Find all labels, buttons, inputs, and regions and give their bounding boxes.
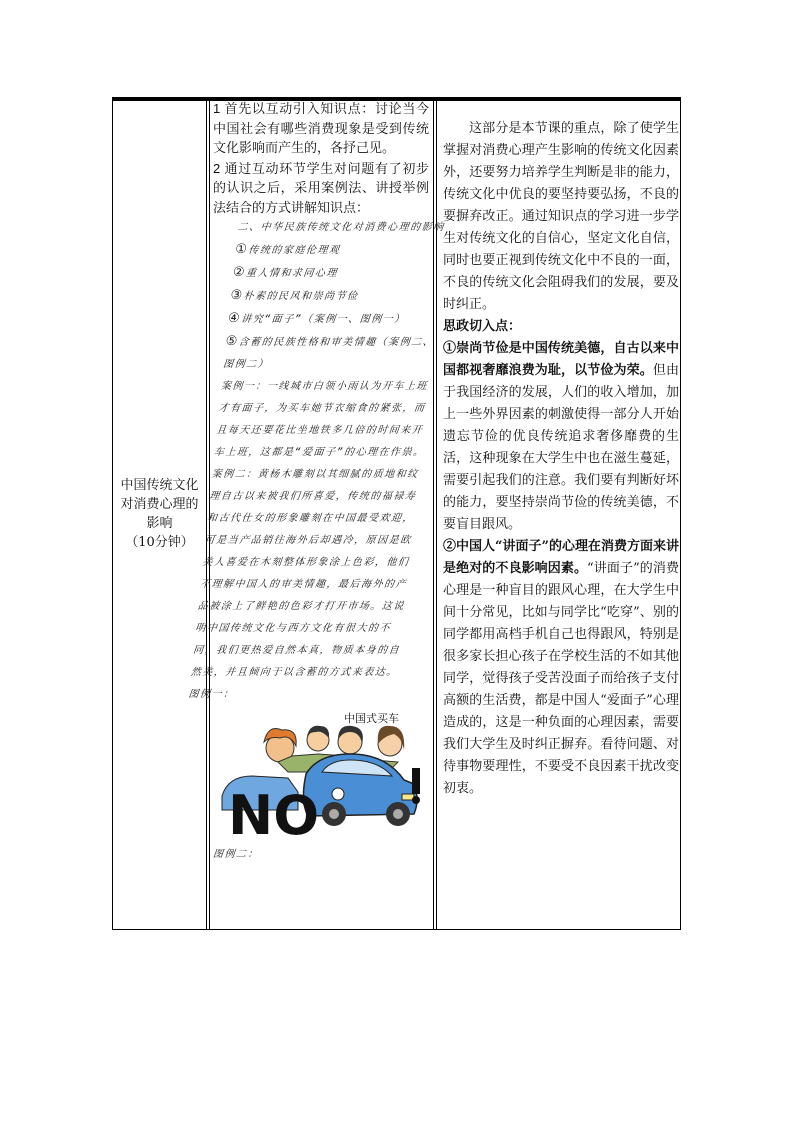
point-2-text: “讲面子”的消费心理是一种盲目的跟风心理，在大学生中间十分常见，比如与同学比“吃穿”、别的同学都用高档手机自己也得跟风，特别是很多家长担心孩子在学校生活的不如其他同学，觉得孩子受苦没面子而给孩子支付高额的生活费，都是中国人“爱面子”心理造成的，这是一种负面的心理因素，需要我们大学生及时纠正摒弃。看待问题、对待事物要理性，不要受不良因素干扰改变初衷。 [443,561,679,796]
point-2-bold: ②中国人“讲面子”的心理在消费方面来讲是绝对的不良影响因素。 [443,539,679,576]
analysis-heading: 思政切入点： [443,319,522,334]
handwritten-point: ②重人情和求同心理 [232,265,339,280]
process-step-2: 2 通过互动环节学生对问题有了初步的认识之后，采用案例法、讲授举例法结合的方式讲解知识点： [213,160,429,215]
point-1-text: 但由于我国经济的发展，人们的收入增加，加上一些外界因素的刺激使得一部分人开始遗忘节俭的优良传统追求奢侈靡费的生活，这种现象在大学生中也在滋生蔓延，需要引起我们的注意。我们要有判断好坏的能力，要坚持崇尚节俭的传统美德，不要盲目跟风。 [443,363,679,532]
analysis-point-1 [443,338,679,536]
handwritten-heading: 二、中华民族传统文化对消费心理的影响 [237,222,446,233]
handwritten-point: ④讲究“面子”（案例一、图例一） [227,311,407,326]
analysis-point-2 [443,536,679,800]
handwritten-point: ⑤含蓄的民族性格和审美情趣（案例二、图例二） [222,334,435,370]
analysis-intro: 这部分是本节课的重点，除了使学生掌握对消费心理产生影响的传统文化因素外，还要努力培养学生判断是非的能力，传统文化中优良的要坚持要弘扬，不良的要摒弃改正。通过知识点的学习进一步学生对传统文化的自信心，坚定文化自信，同时也要正视到传统文化中不良的一面，不良的传统文化会阻碍我们的发展，要及时纠正。 [443,121,679,312]
process-cell [187,98,446,929]
topic-duration: （10分钟） [125,534,194,550]
cartoon-image [218,710,428,847]
car-cartoon-illustration [218,710,428,847]
handwritten-case-1: 案例一：一线城市白领小雨认为开车上班才有面子，为买车她节衣缩食的紧张，而且每天还要花比坐地铁多几倍的时间来开车上班，这都是“爱面子”的心理在作祟。 [213,381,429,458]
handwritten-notes [187,217,454,706]
analysis-cell [440,98,682,929]
topic-text [119,476,201,552]
point-1-bold: ①崇尚节俭是中国传统美德，自古以来中国都视奢靡浪费为耻，以节俭为荣。 [443,341,679,378]
handwritten-point: ③朴素的民风和崇尚节俭 [229,288,360,303]
topic-label: 中国传统文化对消费心理的影响 [120,477,199,531]
lesson-table [112,97,681,930]
cartoon-no-text: NO [228,784,320,847]
topic-cell [113,98,206,929]
cartoon-title: 中国式买车 [344,713,399,725]
handwritten-case-2: 案例二：黄杨木雕刻以其细腻的质地和纹理自古以来被我们所喜爱，传统的福禄寿和古代仕女的形象雕刻在中国最受欢迎，可是当产品销往海外后却遇冷，原因是欧美人喜爱在木刻整体形象涂上色彩，他们不理解中国人的审美情趣，最后海外的产品被涂上了鲜艳的色彩才打开市场。这说明中国传统文化与西方文化有很大的不同，我们更热爱自然本真，物质本身的自然美，并且倾向于以含蓄的方式来表达。 [190,469,420,678]
figure-1-label: 图例一： [187,689,236,700]
process-step-1: 1 首先以互动引入知识点：讨论当今中国社会有哪些消费现象是受到传统文化影响而产生的，各抒己见。 [213,101,429,155]
handwritten-point: ①传统的家庭伦理观 [234,242,341,257]
figure-2-label: 图例二： [212,849,260,860]
